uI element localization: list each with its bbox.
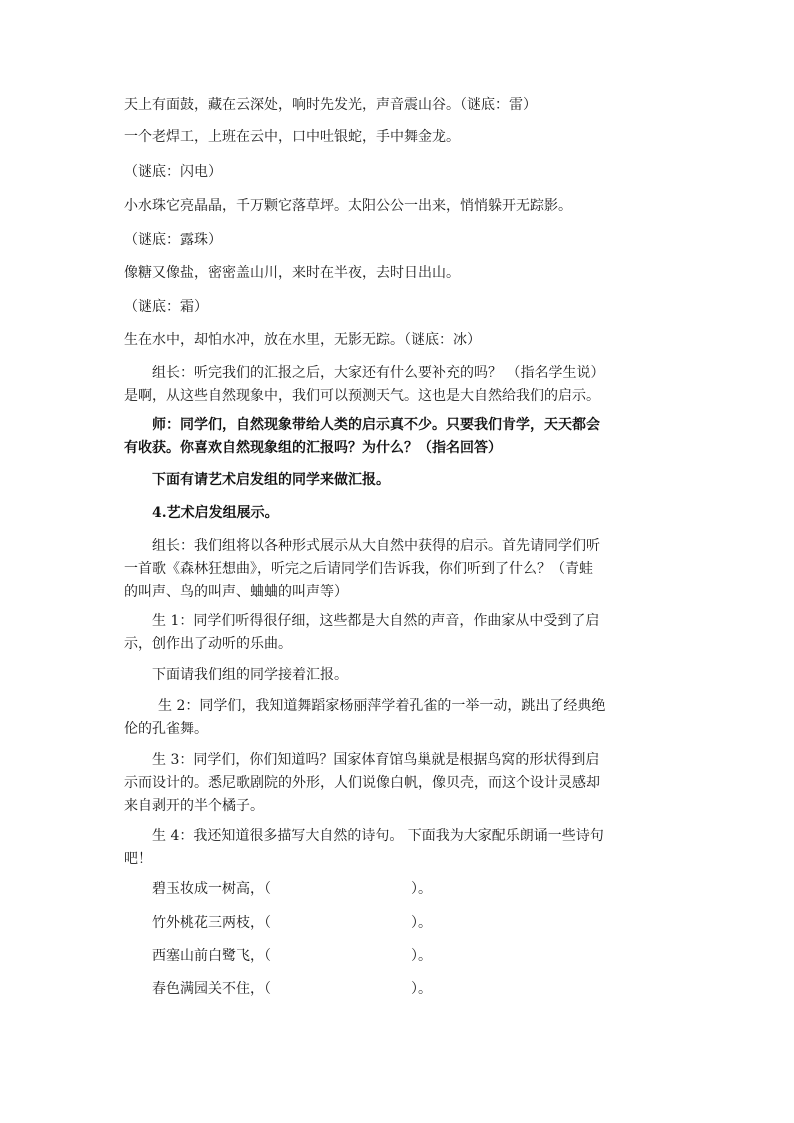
poem-line-4 xyxy=(152,978,432,1001)
student-4-line-1: 生 4：我还知道很多描写大自然的诗句。 下面我为大家配乐朗诵一些诗句 xyxy=(152,828,604,844)
teacher-line-1: 师：同学们，自然现象带给人类的启示真不少。只要我们肯学，天天都会 xyxy=(152,417,600,433)
poem-line-1 xyxy=(152,878,432,901)
student-2-line-1: 生 2：同学们，我知道舞蹈家杨丽萍学着孔雀的一举一动，跳出了经典绝 xyxy=(158,698,606,714)
riddle-lightning: 一个老焊工，上班在云中，口中吐银蛇，手中舞金龙。 xyxy=(124,129,460,145)
student-3-line-1: 生 3：同学们，你们知道吗？国家体育馆鸟巢就是根据鸟窝的形状得到启 xyxy=(152,752,600,768)
continue-report: 下面请我们组的同学接着汇报。 xyxy=(152,667,348,683)
poem-line-4-text: 春色满园关不住，（ xyxy=(152,981,271,997)
poem-line-1-text: 碧玉妆成一树高，（ xyxy=(152,881,271,897)
riddle-lightning-answer: （谜底：闪电） xyxy=(124,164,222,180)
student-3-paragraph xyxy=(124,749,669,818)
riddle-dew-answer: （谜底：露珠） xyxy=(124,232,222,248)
poem-line-3 xyxy=(152,945,432,968)
poem-line-3-text: 西塞山前白鹭飞，（ xyxy=(152,948,271,964)
invite-art-group: 下面有请艺术启发组的同学来做汇报。 xyxy=(152,472,390,488)
teacher-paragraph xyxy=(124,414,669,460)
leader-summary-line-2: 是啊，从这些自然现象中，我们可以预测天气。这也是大自然给我们的启示。 xyxy=(124,388,600,404)
student-4-line-2: 吧！ xyxy=(124,851,152,867)
riddle-frost-answer: （谜底：霜） xyxy=(124,299,208,315)
student-3-line-3: 来自剥开的半个橘子。 xyxy=(124,798,264,814)
leader-art-line-2: 一首歌《森林狂想曲》，听完之后请同学们告诉我，你们听到了什么？（青蛙 xyxy=(124,561,593,577)
leader-summary-paragraph xyxy=(124,362,669,408)
riddle-frost: 像糖又像盐，密密盖山川，来时在半夜，去时日出山。 xyxy=(124,265,460,281)
riddle-thunder: 天上有面鼓，藏在云深处，响时先发光，声音震山谷。（谜底：雷） xyxy=(124,97,537,113)
riddle-dew: 小水珠它亮晶晶，千万颗它落草坪。太阳公公一出来，悄悄躲开无踪影。 xyxy=(124,198,572,214)
riddle-ice: 生在水中，却怕水冲，放在水里，无影无踪。（谜底：冰） xyxy=(124,332,481,348)
poem-line-4-close: ）。 xyxy=(411,981,432,997)
leader-art-paragraph xyxy=(124,535,669,604)
poem-line-2 xyxy=(152,912,432,935)
student-1-paragraph xyxy=(124,610,669,656)
student-2-line-2: 伦的孔雀舞。 xyxy=(124,721,208,737)
student-4-paragraph xyxy=(124,825,669,871)
section-heading-art-group: 4.艺术启发组展示。 xyxy=(152,505,279,521)
student-1-line-1: 生 1：同学们听得很仔细，这些都是大自然的声音，作曲家从中受到了启 xyxy=(152,613,600,629)
leader-art-line-1: 组长：我们组将以各种形式展示从大自然中获得的启示。首先请同学们听 xyxy=(152,538,600,554)
student-2-paragraph xyxy=(124,695,669,741)
leader-summary-line-1: 组长：听完我们的汇报之后，大家还有什么要补充的吗？ （指名学生说） xyxy=(152,365,605,381)
student-1-line-2: 示，创作出了动听的乐曲。 xyxy=(124,636,292,652)
poem-line-1-close: ）。 xyxy=(411,881,432,897)
student-3-line-2: 示而设计的。悉尼歌剧院的外形，人们说像白帆，像贝壳，而这个设计灵感却 xyxy=(124,775,600,791)
teacher-line-2: 有收获。你喜欢自然现象组的汇报吗？为什么？（指名回答） xyxy=(124,440,502,456)
poem-line-2-text: 竹外桃花三两枝，（ xyxy=(152,915,271,931)
leader-art-line-3: 的叫声、鸟的叫声、蛐蛐的叫声等） xyxy=(124,584,348,600)
poem-line-2-close: ）。 xyxy=(411,915,432,931)
poem-line-3-close: ）。 xyxy=(411,948,432,964)
